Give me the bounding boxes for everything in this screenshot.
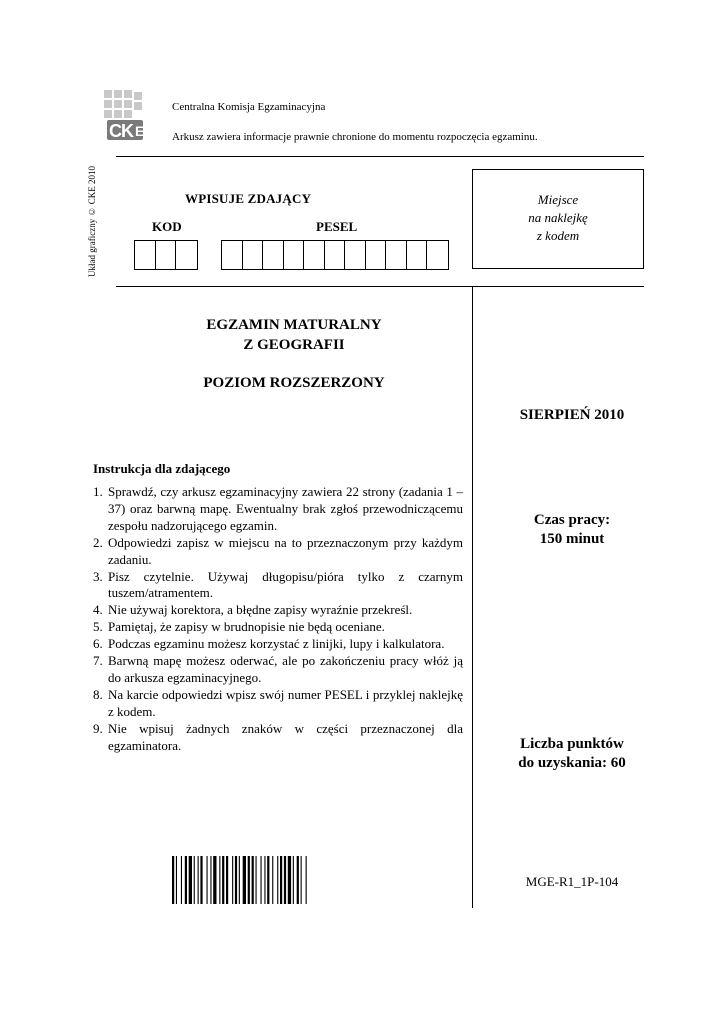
barcode-bar [267, 856, 269, 904]
barcode-bar [219, 856, 220, 904]
barcode-bar [256, 856, 257, 904]
instruction-item [93, 535, 463, 569]
instructions-list [93, 484, 463, 755]
barcode [172, 856, 412, 904]
barcode-bar [200, 856, 202, 904]
instruction-number: 7. [93, 653, 103, 669]
instruction-text: Pamiętaj, że zapisy w brudnopisie nie będą oceniane. [108, 619, 385, 635]
top-divider [116, 156, 644, 157]
points-value: do uzyskania: 60 [518, 755, 626, 771]
time-value: 150 minut [539, 531, 605, 547]
barcode-bar [189, 856, 192, 904]
digit-box[interactable] [263, 241, 284, 269]
barcode-bar [226, 856, 228, 904]
instruction-number: 5. [93, 619, 103, 635]
instruction-text: Nie używaj korektora, a błędne zapisy wyraźnie przekreśl. [108, 602, 413, 618]
pesel-input-boxes[interactable] [221, 240, 449, 270]
digit-box[interactable] [243, 241, 264, 269]
instruction-text: Nie wpisuj żadnych znaków w części przeznaczonej dla egzaminatora. [108, 720, 463, 753]
barcode-bar [194, 856, 195, 904]
barcode-bar [176, 856, 177, 904]
digit-box[interactable] [407, 241, 428, 269]
barcode-bar [297, 856, 299, 904]
barcode-bar [306, 856, 307, 904]
sticker-line-1: Miejsce [537, 192, 579, 207]
digit-box[interactable] [176, 241, 197, 269]
barcode-bar [185, 856, 187, 904]
instruction-text: Sprawdź, czy arkusz egzaminacyjny zawiera 22 strony (zadania 1 – 37) oraz barwną mapę. Ewentualny brak zgłoś przewodniczącemu zespołu nadzorującego egzamin. [108, 484, 463, 533]
instruction-text: Podczas egzaminu możesz korzystać z linijki, lupy i kalkulatora. [108, 636, 445, 652]
instruction-text: Na karcie odpowiedzi wpisz swój numer PESEL i przyklej naklejkę z kodem. [108, 686, 463, 719]
barcode-bar [284, 856, 286, 904]
instruction-item [93, 687, 463, 721]
instruction-text: Odpowiedzi zapisz w miejscu na to przeznaczonym przy każdym zadaniu. [108, 534, 463, 567]
instruction-number: 2. [93, 534, 103, 550]
digit-box[interactable] [325, 241, 346, 269]
instruction-item [93, 721, 463, 755]
instruction-item [93, 636, 463, 653]
barcode-bar [288, 856, 291, 904]
sticker-placeholder-text [472, 191, 644, 245]
kod-input-boxes[interactable] [134, 240, 198, 270]
digit-box[interactable] [156, 241, 177, 269]
instruction-number: 3. [93, 568, 103, 584]
barcode-bar [222, 856, 224, 904]
barcode-bar [172, 856, 174, 904]
barcode-bar [243, 856, 246, 904]
instruction-item [93, 653, 463, 687]
exam-code: MGE-R1_1P-104 [525, 874, 619, 889]
barcode-bar [261, 856, 262, 904]
barcode-bar [293, 856, 294, 904]
barcode-bar [264, 856, 265, 904]
digit-box[interactable] [345, 241, 366, 269]
side-copyright-text: Układ graficzny © CKE 2010 [87, 166, 97, 278]
barcode-bar [213, 856, 216, 904]
digit-box[interactable] [222, 241, 243, 269]
instruction-item [93, 484, 463, 535]
barcode-bar [232, 856, 233, 904]
barcode-bar [239, 856, 240, 904]
barcode-bar [210, 856, 211, 904]
column-divider [472, 286, 473, 908]
sticker-line-2: na naklejkę [528, 210, 588, 225]
digit-box[interactable] [284, 241, 305, 269]
digit-box[interactable] [135, 241, 156, 269]
barcode-bar [207, 856, 208, 904]
cke-logo [101, 88, 147, 146]
digit-box[interactable] [304, 241, 325, 269]
digit-box[interactable] [427, 241, 448, 269]
barcode-bar [252, 856, 254, 904]
instruction-item [93, 602, 463, 619]
instruction-number: 4. [93, 602, 103, 618]
points-label: Liczba punktów [520, 736, 624, 752]
candidate-section-title: WPISUJE ZDAJĄCY [185, 191, 312, 206]
exam-level: POZIOM ROZSZERZONY [203, 375, 385, 391]
kod-label: KOD [152, 219, 182, 234]
instruction-number: 9. [93, 720, 103, 736]
svg-text:E: E [135, 123, 145, 139]
instruction-text: Pisz czytelnie. Używaj długopisu/pióra tylko z czarnym tuszem/atramentem. [108, 568, 463, 601]
barcode-bar [181, 856, 182, 904]
sticker-line-3: z kodem [536, 228, 580, 243]
instruction-item [93, 619, 463, 636]
digit-box[interactable] [366, 241, 387, 269]
time-label: Czas pracy: [533, 512, 611, 528]
exam-date: SIERPIEŃ 2010 [519, 407, 625, 423]
middle-divider [116, 286, 644, 287]
instruction-number: 6. [93, 636, 103, 652]
instruction-item [93, 569, 463, 603]
pesel-label: PESEL [316, 219, 358, 234]
barcode-bar [198, 856, 199, 904]
confidentiality-notice: Arkusz zawiera informacje prawnie chronione do momentu rozpoczęcia egzaminu. [172, 131, 538, 143]
instruction-number: 8. [93, 686, 103, 702]
barcode-bar [277, 856, 278, 904]
barcode-bar [280, 856, 282, 904]
instruction-text: Barwną mapę możesz oderwać, ale po zakończeniu pracy włóż ją do arkusza egzaminacyjnego. [108, 653, 463, 685]
svg-text:CK: CK [109, 121, 133, 141]
instruction-number: 1. [93, 484, 103, 499]
digit-box[interactable] [386, 241, 407, 269]
barcode-bar [301, 856, 302, 904]
barcode-bar [235, 856, 237, 904]
barcode-bar [248, 856, 250, 904]
exam-title: EGZAMIN MATURALNY [206, 317, 382, 333]
barcode-bar [272, 856, 273, 904]
exam-subject: Z GEOGRAFII [243, 337, 345, 353]
instructions-heading: Instrukcja dla zdającego [93, 461, 231, 476]
org-name: Centralna Komisja Egzaminacyjna [172, 101, 326, 113]
